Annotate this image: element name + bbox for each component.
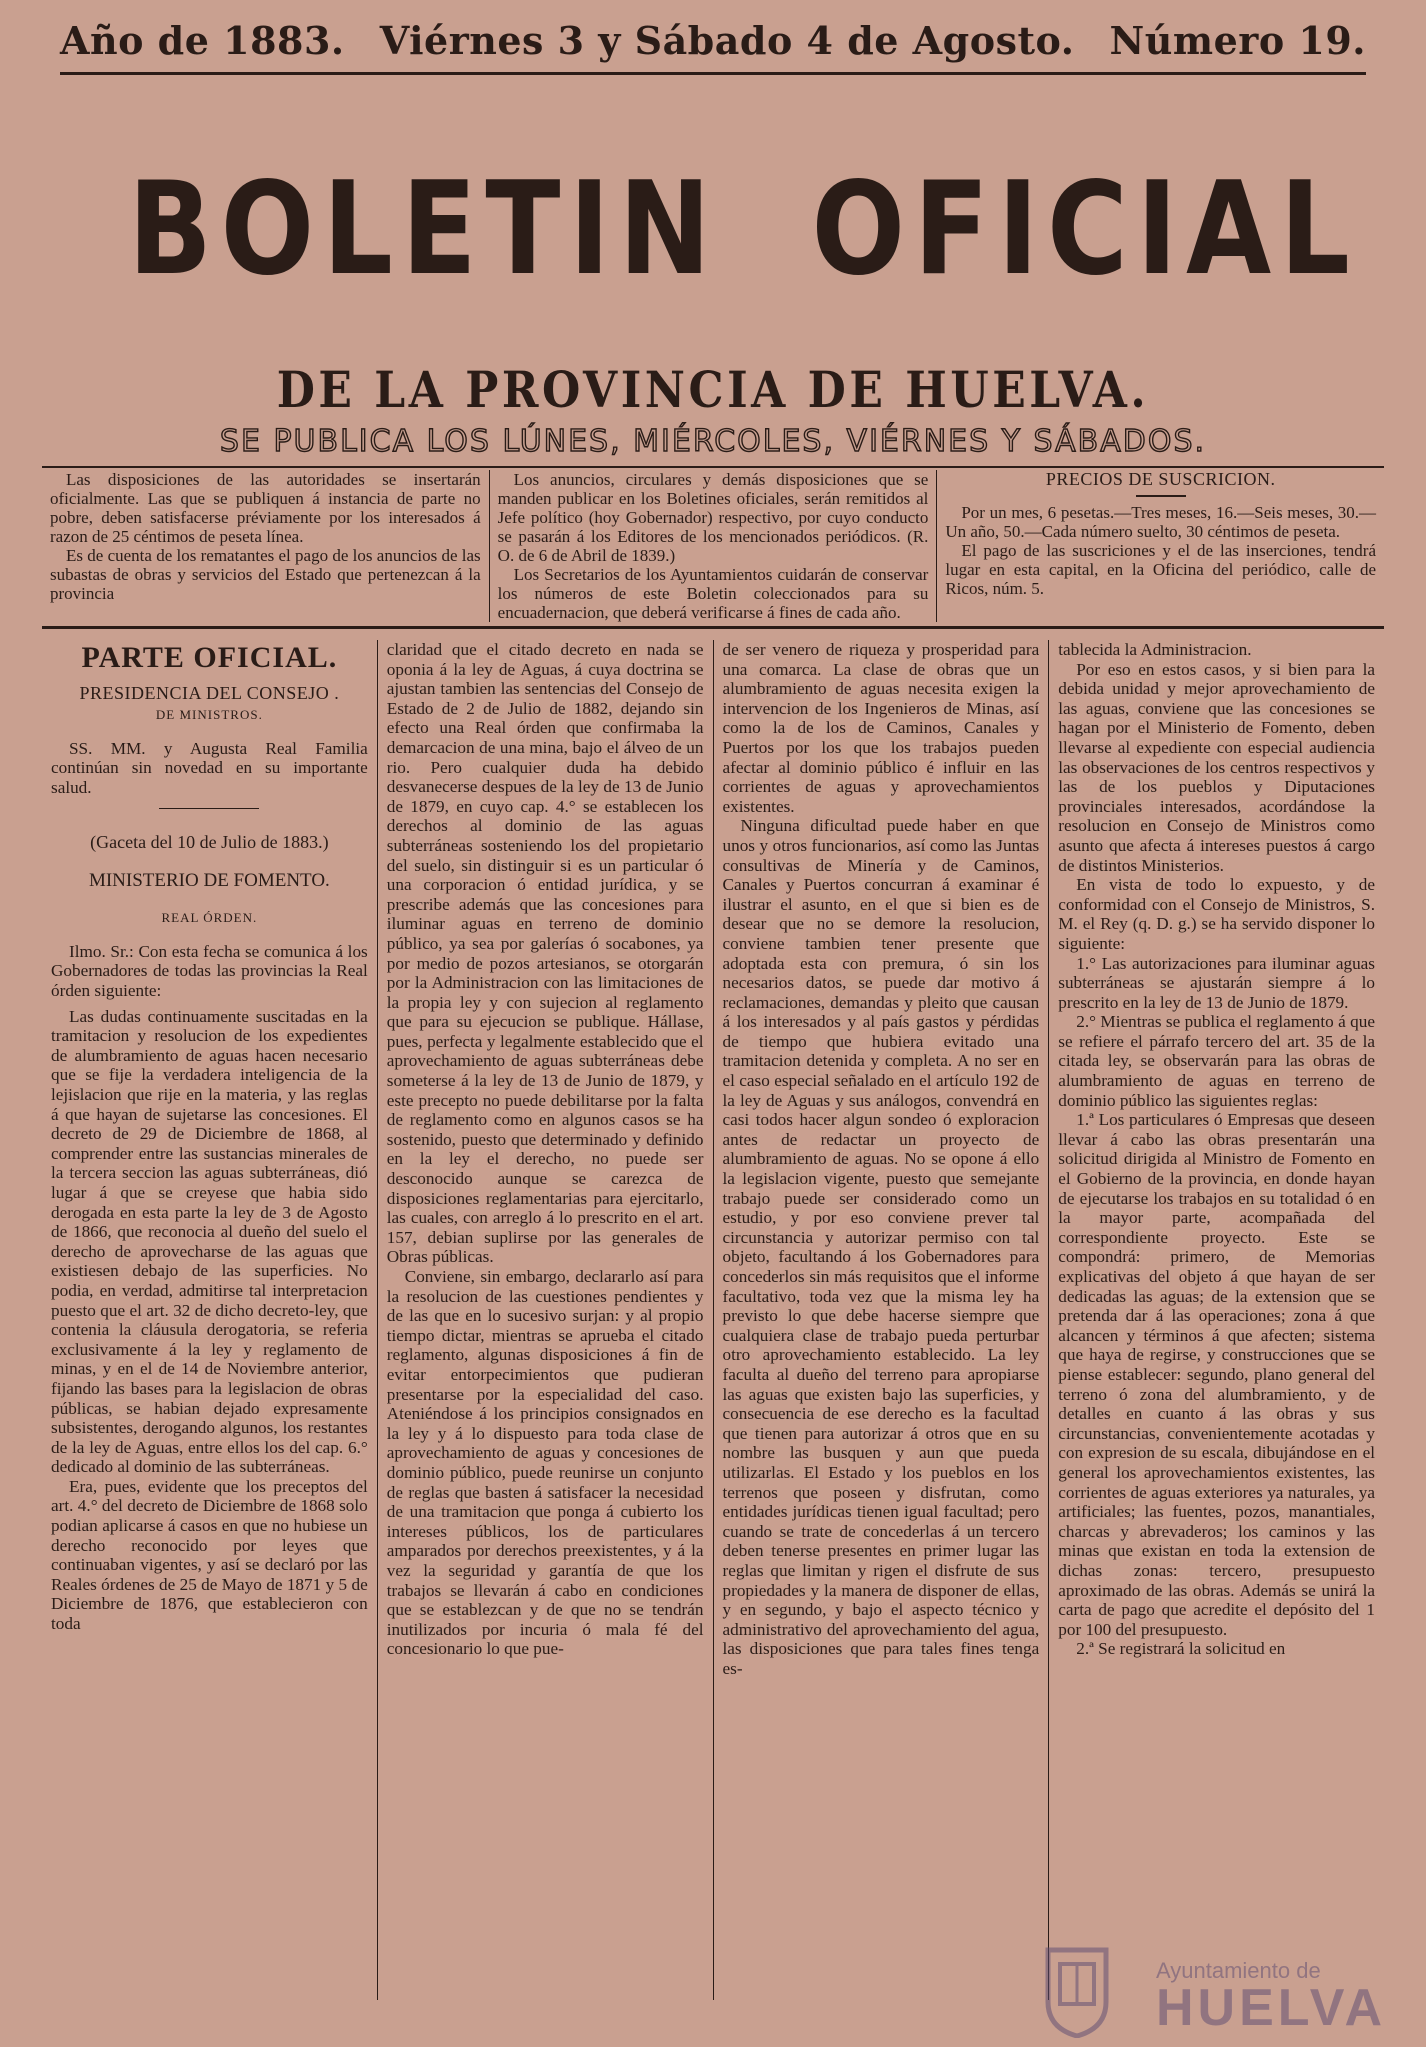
section-heading: PARTE OFICIAL. — [81, 641, 338, 674]
notice-paragraph: Los anuncios, circulares y demás disposiciones que se manden publicar en los Boletines oficiales, serán remitidos al Jefe político (hoy Gobernador) respectivo, por cuyo conducto se pasarán á los Editores de los mencionados periódicos. (R. O. de 6 de Abril de 1839.) — [497, 470, 929, 565]
watermark-title: HUELVA — [1156, 1979, 1387, 2037]
article-paragraph: 2.ª Se registrará la solicitud en — [1076, 1639, 1286, 1659]
masthead-title — [60, 100, 1366, 360]
notice-column-2 — [489, 470, 938, 622]
issue-date: Viérnes 3 y Sábado 4 de Agosto. — [379, 17, 1075, 63]
royal-family-news: SS. MM. y Augusta Real Familia continúan sin novedad en su importante salud. — [51, 738, 368, 797]
article-paragraph: Era, pues, evidente que los preceptos del art. 4.° del decreto de Diciembre de 1868 solo podian aplicarse á casos en que no hubiese un derecho reconocido por leyes que continuaban vigentes, y así se declaró por las Reales órdenes de 25 de Mayo de 1871 y 5 de Diciembre de 1876, que establecieron con toda — [51, 1476, 368, 1634]
publication-notices — [42, 470, 1384, 622]
article-paragraph: Conviene, sin embargo, declararlo así para la resolucion de las cuestiones pendientes y de las que en lo sucesivo surjan: y al propio tiempo dictar, mientras se aprueba el citado reglamento, algunas disposiciones á fin de evitar entorpecimientos que pudieran presentarse por la especialidad del caso. Ateniéndose á los principios consignados en la ley y á lo dispuesto para toda clase de aprovechamiento de aguas y concesiones de dominio público, puede reunirse un conjunto de reglas que basten á satisfacer la necesidad de una tramitacion que ponga á cubierto los intereses públicos, los de particulares amparados por derechos preexistentes, y á la vez la seguridad y garantía de que los trabajos se llevarán á cabo en condiciones que se establezcan y de que no se tendrán inutilizados por incuria ó mala fé del concesionario lo que pue- — [386, 1267, 704, 1659]
article-paragraph: 1.° Las autorizaciones para iluminar aguas subterráneas se ajustarán siempre á lo prescrito en la ley de 13 de Junio de 1879. — [1058, 953, 1375, 1012]
publication-schedule: SE PUBLICA LOS LÚNES, MIÉRCOLES, VIÉRNES Y SÁBADOS. — [219, 424, 1207, 459]
body-column-2 — [377, 640, 713, 2000]
schedule-rule — [42, 466, 1384, 468]
notice-paragraph: Las disposiciones de las autoridades se insertarán oficialmente. Las que se publiquen á instancia de parte no pobre, deben satisfacerse préviamente por los interesados á razon de 25 céntimos de peseta línea. — [50, 470, 481, 546]
huelva-shield-icon — [1044, 1942, 1110, 2038]
province-line: DE LA PROVINCIA DE HUELVA. — [276, 360, 1150, 419]
gazette-reference: (Gaceta del 10 de Julio de 1883.) — [90, 832, 329, 853]
article-paragraph: tablecida la Administracion. — [1058, 640, 1252, 659]
notices-bottom-rule — [42, 626, 1384, 629]
article-paragraph: Por eso en estos casos, y si bien para la debida unidad y mejor aprovechamiento de las aguas, conviene que las concesiones se hagan por el Ministerio de Fomento, deben llevarse al expediente con especial audiencia las observaciones de los centros respectivos y las de los pueblos y Diputaciones provinciales interesados, acordándose la resolucion en Consejo de Ministros como asunto que afecta á intereses puestos á cargo de distintos Ministerios. — [1058, 659, 1375, 875]
divider — [1136, 495, 1186, 497]
masthead-top-rule — [60, 72, 1366, 75]
issue-number: Número 19. — [1109, 17, 1366, 63]
notice-paragraph: Es de cuenta de los rematantes el pago de los anuncios de las subastas de obras y servicios del Estado que pertenezcan á la provincia — [50, 546, 481, 603]
article-paragraph: claridad que el citado decreto en nada se oponia á la ley de Aguas, á cuya doctrina se ajustan tambien las sentencias del Consejo de Estado de 2 de Julio de 1882, dejando sin efecto una Real órden que confirmaba la demarcacion de una mina, bajo el álveo de un rio. Pero cualquier duda ha debido desvanecerse despues de la ley de 13 de Junio de 1879, en cuyo cap. 4.° se establecen los derechos al dominio de las aguas subterráneas sosteniendo los del propietario del suelo, sin distinguir si es un particular ó una corporacion ó entidad jurídica, y se prescribe además que las concesiones para iluminar aguas en terreno de dominio público, ya sea por galerías ó socabones, ya por medio de pozos artesianos, se otorgarán por la Administracion con las limitaciones de la propia ley y con sujecion al reglamento que para su ejecucion se publique. Hállase, pues, perfecta y legalmente establecido que el aprovechamiento de aguas subterráneas debe someterse á la ley de 13 de Junio de 1879, y este precepto no puede debilitarse por la falta de reglamento como en algunos casos se ha sostenido, puesto que determinado y definido en la ley el derecho, no puede ser desconocido aunque se carezca de disposiciones reglamentarias para ejercitarlo, las cuales, con arreglo á lo prescrito en el art. 157, debian suplirse por las generales de Obras públicas. — [386, 640, 704, 1267]
masthead-info-line — [60, 14, 1366, 66]
notice-column-1 — [42, 470, 489, 622]
body-column-3 — [713, 640, 1049, 2000]
body-column-4 — [1048, 640, 1384, 2000]
article-paragraph: Ilmo. Sr.: Con esta fecha se comunica á los Gobernadores de todas las provincias la Real órden siguiente: — [51, 941, 368, 1001]
ministers-heading: DE MINISTROS. — [155, 707, 263, 723]
watermark-subtitle: Ayuntamiento de — [1156, 1958, 1321, 1983]
ministry-heading: MINISTERIO DE FOMENTO. — [88, 869, 330, 891]
presidency-heading: PRESIDENCIA DEL CONSEJO . — [79, 682, 340, 703]
article-paragraph: Ninguna dificultad puede haber en que unos y otros funcionarios, así como las Juntas consultivas de Minería y de Caminos, Canales y Puertos concurran á examinar é ilustrar el asunto, en el que si bien es de desear que no se demore la resolucion, conviene tambien tener presente que adoptada esta con premura, ó sin los necesarios datos, se puede dar motivo á reclamaciones, demandas y pleito que causan á los interesados y al país gastos y pérdidas de tiempo que hubiera evitado una tramitacion detenida y completa. A no ser en el caso especial señalado en el artículo 192 de la ley de Aguas y sus análogos, convendrá en casi todos hacer algun sondeo ó exploracion antes de redactar un proyecto de alumbramiento de aguas. No se opone á ello la legislacion vigente, puesto que semejante trabajo puede ser considerado como un estudio, y por eso conviene prever tal circunstancia y autorizar permiso con tal objeto, facultando á los Gobernadores para concederlos sin más requisitos que el informe facultativo, toda vez que la misma ley ha previsto lo que debe hacerse siempre que cualquiera clase de trabajo pueda perturbar otro aprovechamiento establecido. La ley faculta al dueño del terreno para apropiarse las aguas que existen bajo las superficies, y consecuencia de ese derecho es la facultad que tienen para autorizar á otros que en su nombre las busquen y aun que pueda utilizarlas. El Estado y los pueblos en los terrenos que poseen y disfrutan, como entidades jurídicas tienen igual facultad; pero cuando se trate de concederlas á un tercero deben tenerse presentes en primer lugar las reglas que limitan y rigen el disfrute de sus propiedades y la manera de disponer de ellas, y en segundo, y bajo el aspecto técnico y administrativo del aprovechamiento del agua, las disposiciones que para tales fines tenga es- — [722, 816, 1040, 1678]
title-oficial: OFICIAL — [811, 155, 1359, 304]
title-boletin: BOLETIN — [128, 155, 720, 304]
article-paragraph: de ser venero de riqueza y prosperidad para una comarca. La clase de obras que un alumbramiento de aguas necesita exigen la intervencion de los Ingenieros de Minas, así como la de los de Caminos, Canales y Puertos por los que los trabajos pueden afectar al dominio público é influir en las corrientes de aguas y aprovechamientos existentes. — [722, 640, 1040, 816]
article-paragraph: 2.° Mientras se publica el reglamento á que se refiere el párrafo tercero del art. 35 de la citada ley, se observarán para las obras de alumbramiento de aguas en terreno de dominio público las siguientes reglas: — [1058, 1012, 1375, 1110]
notice-paragraph: El pago de las suscriciones y el de las inserciones, tendrá lugar en esta capital, en la Oficina del periódico, calle de Ricos, núm. 5. — [945, 540, 1377, 598]
body-column-1 — [42, 640, 377, 2000]
royal-order-heading: REAL ÓRDEN. — [161, 910, 258, 926]
divider — [159, 808, 259, 810]
notice-paragraph: Los Secretarios de los Ayuntamientos cuidarán de conservar los números de este Boletin coleccionados para su encuadernacion, que deberá verificarse á fines de cada año. — [497, 565, 929, 622]
year: Año de 1883. — [60, 17, 345, 63]
archive-watermark — [1044, 1942, 1387, 2042]
notice-column-3 — [937, 470, 1384, 622]
article-paragraph: Las dudas continuamente suscitadas en la tramitacion y resolucion de los expedientes de alumbramiento de aguas hacen necesario que se fije la verdadera inteligencia de la lejislacion que rije en la materia, y las reglas á que hayan de sujetarse las concesiones. El decreto de 29 de Diciembre de 1868, al comprender entre las sustancias minerales de la tercera seccion las aguas subterráneas, dió lugar á que se creyese que habia sido derogada en esta parte la ley de 3 de Agosto de 1866, que reconocia al dueño del suelo el derecho de aprovecharse de las aguas que existiesen debajo de las superficies. No podia, en verdad, admitirse tal interpretacion puesto que el art. 32 de dicho decreto-ley, que contenia la cláusula derogatoria, se referia exclusivamente á la ley y reglamento de minas, y en el de 14 de Noviembre anterior, fijando las bases para la legislacion de obras públicas, se habian dejado expresamente subsistentes, derogando algunos, los restantes de la ley de Aguas, entre ellos los del cap. 6.° dedicado al dominio de las subterráneas. — [51, 1006, 368, 1477]
subscription-prices-heading: PRECIOS DE SUSCRICION. — [1045, 469, 1276, 489]
article-paragraph: En vista de todo lo expuesto, y de conformidad con el Consejo de Ministros, S. M. el Rey (q. D. g.) se ha servido disponer lo siguiente: — [1058, 875, 1375, 953]
notice-paragraph: Por un mes, 6 pesetas.—Tres meses, 16.—Seis meses, 30.—Un año, 50.—Cada número suelto, 30 céntimos de peseta. — [945, 502, 1377, 541]
article-body — [42, 640, 1384, 2000]
article-paragraph: 1.ª Los particulares ó Empresas que deseen llevar á cabo las obras presentarán una solicitud dirigida al Ministro de Fomento en el Gobierno de la provincia, en donde hayan de ejecutarse los trabajos en su totalidad ó en la mayor parte, acompañada del correspondiente proyecto. Este se compondrá: primero, de Memorias explicativas del objeto á que hayan de ser dedicadas las aguas; de la extension que se pretenda dar á las operaciones; zona á que alcancen y términos á que afecten; sistema que haya de regirse, y construcciones que se piense establecer: segundo, plano general del terreno ó zona del alumbramiento, y de detalles en cuanto á las obras y sus circunstancias, convenientemente acotadas y con expresion de su escala, dibujándose en el general los aprovechamientos existentes, las corrientes de aguas exteriores ya naturales, ya artificiales; las fuentes, pozos, manantiales, charcas y abrevaderos; los caminos y las minas que existan en toda la extension de dichas zonas: tercero, presupuesto aproximado de las obras. Además se unirá la carta de pago que acredite el depósito del 1 por 100 del presupuesto. — [1058, 1110, 1375, 1639]
